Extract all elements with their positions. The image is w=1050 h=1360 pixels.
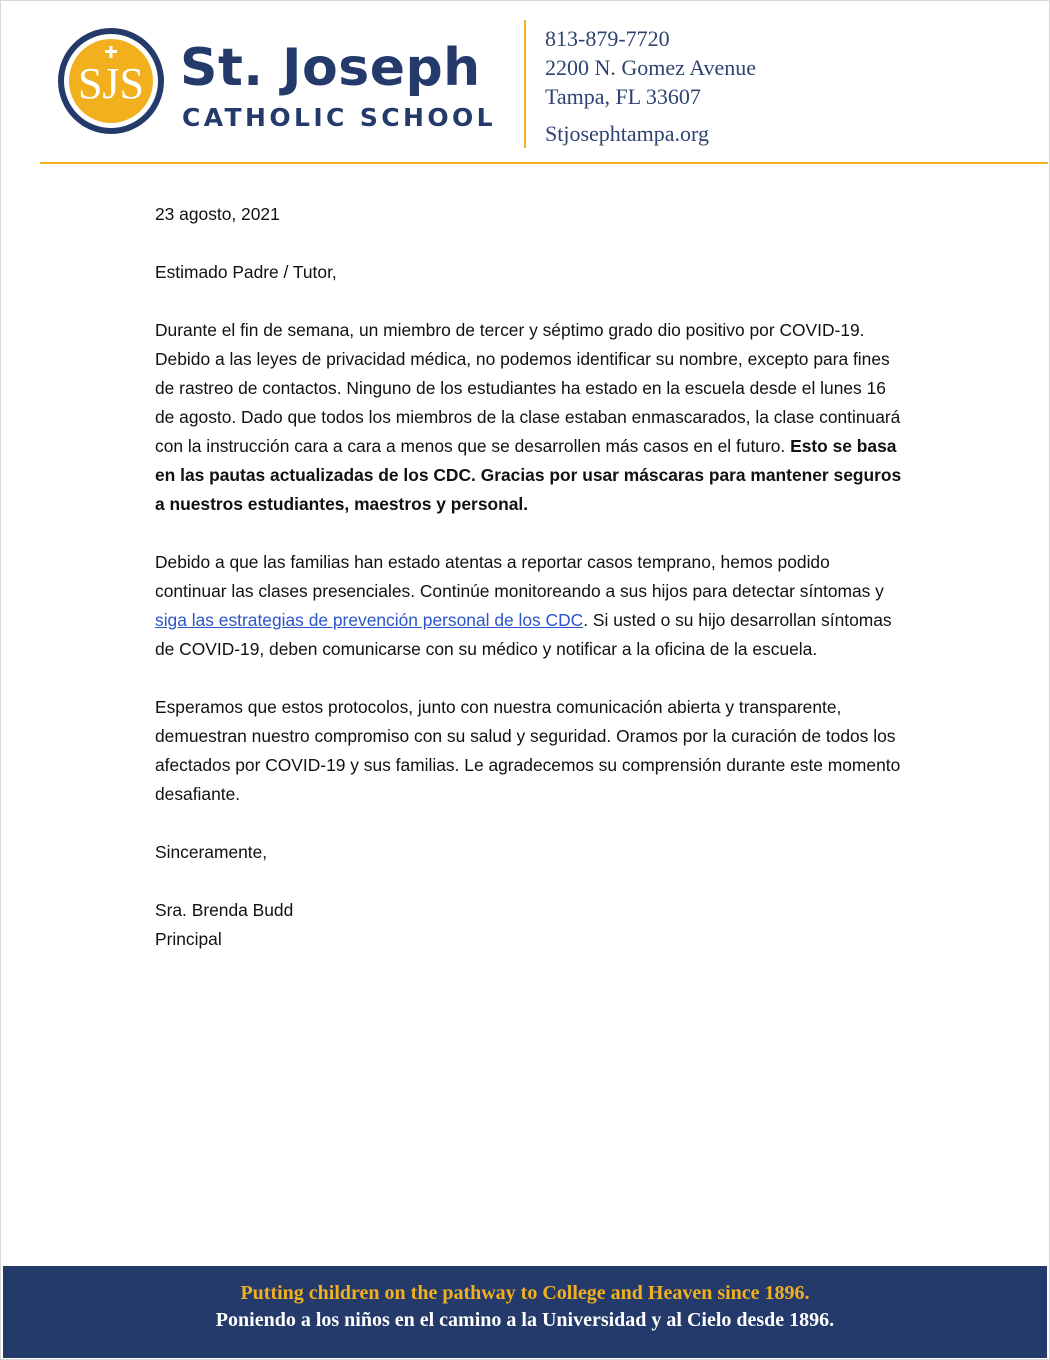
paragraph-1-text: Durante el fin de semana, un miembro de tercer y séptimo grado dio positivo por COVID-19. Debido a las leyes de privacidad médica, no podemos identificar su nombre, excepto para fines de rastreo de contactos. Ninguno de los estudiantes ha estado en la escuela desde el lunes 16 de agosto. Dado que todos los miembros de la clase estaban enmascarados, la clase continuará con la instrucción cara a cara a menos que se desarrollen más casos en el futuro.	[155, 320, 901, 456]
paragraph-1	[155, 316, 905, 519]
address-line-2: Tampa, FL 33607	[545, 84, 701, 109]
paragraph-2-before-link: Debido a que las familias han estado atentas a reportar casos temprano, hemos podido continuar las clases presenciales. Continúe monitoreando a sus hijos para detectar síntomas y	[155, 552, 884, 601]
footer-banner	[3, 1266, 1047, 1358]
salutation: Estimado Padre / Tutor,	[155, 262, 337, 282]
website: Stjosephtampa.org	[545, 121, 709, 146]
letter-date: 23 agosto, 2021	[155, 204, 280, 224]
paragraph-2	[155, 548, 905, 664]
phone-number: 813-879-7720	[545, 26, 670, 51]
signer-name: Sra. Brenda Budd	[155, 900, 294, 920]
school-subtitle: CATHOLIC SCHOOL	[182, 103, 496, 132]
header-rule	[40, 162, 1048, 164]
signer-title: Principal	[155, 929, 222, 949]
address-line-1: 2200 N. Gomez Avenue	[545, 55, 756, 80]
cdc-prevention-link[interactable]: siga las estrategias de prevención personal de los CDC	[155, 610, 584, 630]
paragraph-3: Esperamos que estos protocolos, junto con nuestra comunicación abierta y transparente, demuestran nuestro compromiso con su salud y seguridad. Oramos por la curación de todos los afectados por COVID-19 y sus familias. Le agradecemos su comprensión durante este momento desafiante.	[155, 697, 901, 804]
closing: Sinceramente,	[155, 842, 268, 862]
header-divider	[524, 20, 526, 148]
motto-english: Putting children on the pathway to College and Heaven since 1896.	[240, 1282, 810, 1304]
contact-block	[545, 24, 756, 148]
motto-spanish: Poniendo a los niños en el camino a la Universidad y al Cielo desde 1896.	[215, 1309, 835, 1331]
logo-monogram-text: SJS	[77, 59, 145, 108]
letter-body	[155, 200, 905, 954]
school-name: St. Joseph	[180, 38, 481, 98]
school-logo	[56, 26, 166, 136]
sjs-monogram-icon	[56, 26, 166, 136]
paragraph-2-after-link: . Si usted o su hijo desarrollan síntomas de COVID-19, deben comunicarse con su médico y notificar a la oficina de la escuela.	[155, 610, 892, 659]
paragraph-1-bold: Esto se basa en las pautas actualizadas de los CDC. Gracias por usar máscaras para mantener seguros a nuestros estudiantes, maestros y personal.	[155, 436, 902, 514]
